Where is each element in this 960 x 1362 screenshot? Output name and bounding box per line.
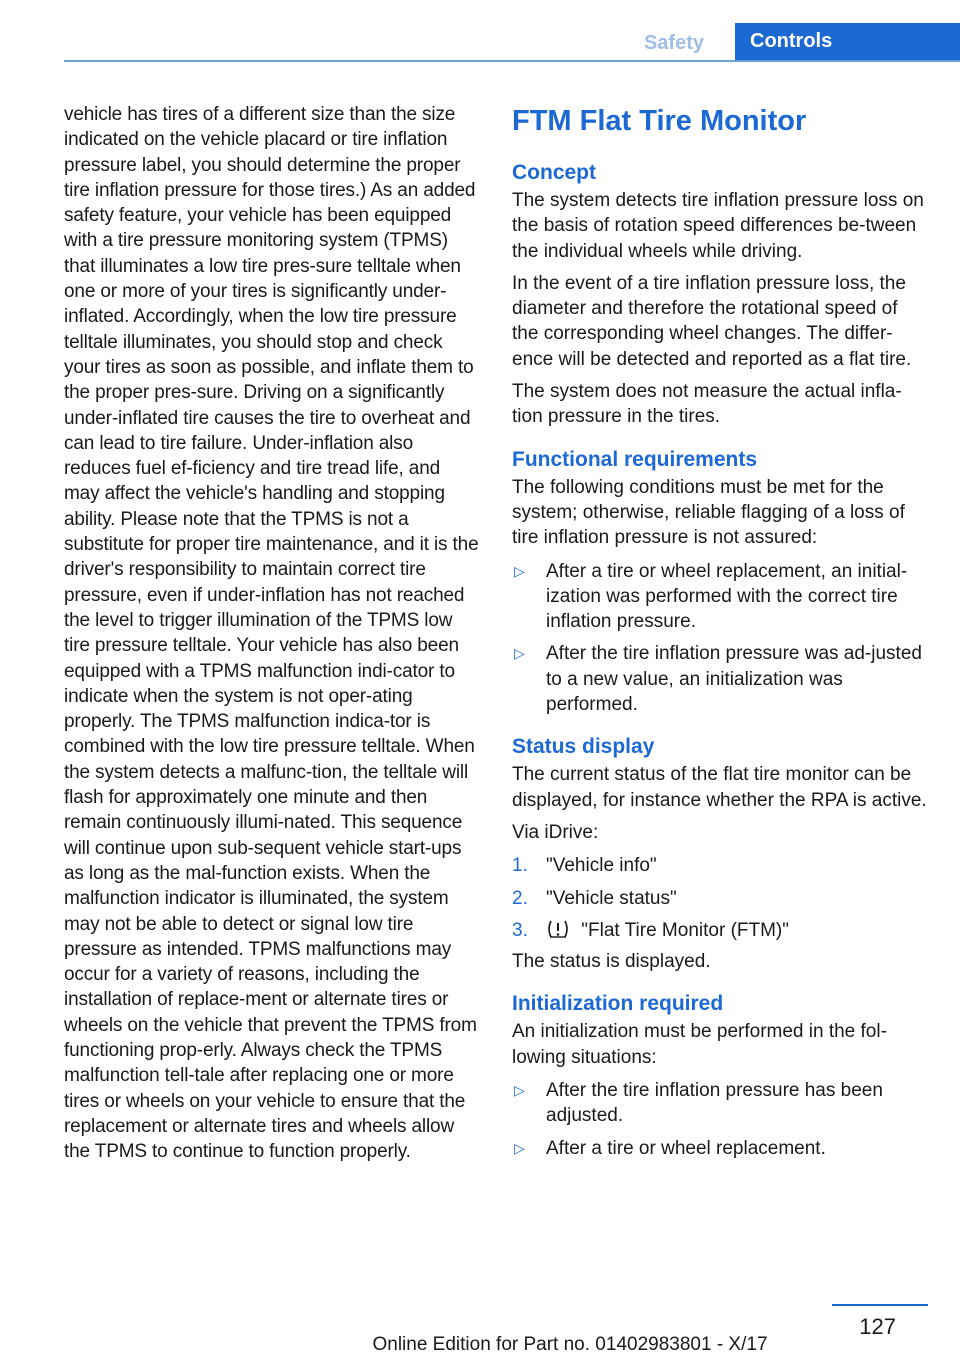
status-heading: Status display: [512, 735, 655, 759]
right-column: [512, 102, 928, 1168]
page-number: 127: [859, 1314, 896, 1339]
concept-p2: In the event of a tire inflation pressure loss, the diameter and therefore the rotational speed of the corresponding wheel changes. The differ‐ence will be detected and reported as a flat tire.: [512, 272, 912, 370]
footer-edition: Online Edition for Part no. 01402983801 - X/17: [372, 1334, 768, 1355]
list-item: ▷ After the tire inflation pressure has been adjusted.: [514, 1080, 883, 1127]
header-rule: [64, 60, 960, 62]
init-list: [512, 1078, 928, 1161]
concept-p1: The system detects tire inflation pressure loss on the basis of rotation speed differences be‐tween the individual wheels while driving.: [512, 190, 924, 262]
functional-list: [512, 559, 928, 718]
functional-intro: The following conditions must be met for the system; otherwise, reliable flagging of a loss of tire inflation pressure is not assured:: [512, 476, 905, 549]
tab-controls: Controls: [735, 23, 960, 60]
list-item: 3. "Flat Tire Monitor (FTM)": [512, 918, 928, 946]
tpms-paragraph: vehicle has tires of a different size than the size indicated on the vehicle placard or tire inflation pressure label, you should determine the proper tire inflation pressure for those tires.) As an added safety feature, your vehicle has been equipped with a tire pressure monitoring system (TPMS) that illuminates a low tire pres‐sure telltale when one or more of your tires is significantly under-inflated. Accordingly, when the low tire pressure telltale illuminates, you should stop and check your tires as soon as possible, and inflate them to the proper pres‐sure. Driving on a significantly under-inflated tire causes the tire to overheat and can lead to tire failure. Under-inflation also reduces fuel ef‐ficiency and tire tread life, and may affect the vehicle's handling and stopping ability. Please note that the TPMS is not a substitute for proper tire maintenance, and it is the driver's responsibility to maintain correct tire pressure, even if under-inflation has not reached the level to trigger illumination of the TPMS low tire pressure telltale. Your vehicle has also been equipped with a TPMS malfunction indi‐cator to indicate when the system is not oper‐ating properly. The TPMS malfunction indica‐tor is combined with the low tire pressure telltale. When the system detects a malfunc‐tion, the telltale will flash for approximately one minute and then remain continuously illumi‐nated. This sequence will continue upon sub‐sequent vehicle start-ups as long as the mal‐function exists. When the malfunction indicator is illuminated, the system may not be able to detect or signal low tire pressure as intended. TPMS malfunctions may occur for a variety of reasons, including the installation of replace‐ment or alternate tires or wheels on the vehicle that prevent the TPMS from functioning prop‐erly. Always check the TPMS malfunction tell‐tale after replacing one or more tires or wheels on your vehicle to ensure that the replacement or alternate tires and wheels allow the TPMS to continue to function properly.: [64, 104, 479, 1163]
list-item: ▷ After the tire inflation pressure was ad‐justed to a new value, an initialization was performed.: [514, 643, 922, 716]
list-item: 1. "Vehicle info": [512, 855, 657, 877]
list-item: ▷ After a tire or wheel replacement.: [512, 1136, 928, 1161]
list-item: ▷ After a tire or wheel replacement, an initial‐ization was performed with the correct tire inflation pressure.: [514, 560, 908, 633]
concept-heading: Concept: [512, 161, 596, 184]
flat-tire-warning-icon: [546, 919, 570, 946]
init-heading: Initialization required: [512, 992, 724, 1016]
status-intro: The current status of the flat tire monitor can be displayed, for instance whether the RPA is active.: [512, 764, 927, 811]
section-title: FTM Flat Tire Monitor: [512, 105, 807, 137]
init-intro: An initialization must be performed in the fol‐lowing situations:: [512, 1021, 887, 1068]
triangle-bullet-icon: ▷: [514, 1082, 525, 1099]
concept-p3: The system does not measure the actual infla‐tion pressure in the tires.: [512, 381, 902, 428]
page-header: [0, 23, 960, 63]
triangle-bullet-icon: ▷: [514, 562, 525, 579]
triangle-bullet-icon: ▷: [514, 1139, 525, 1156]
status-steps: [512, 853, 928, 946]
tab-safety: Safety: [643, 32, 704, 54]
functional-heading: Functional requirements: [512, 447, 758, 471]
triangle-bullet-icon: ▷: [514, 645, 525, 662]
status-via: Via iDrive:: [512, 821, 599, 843]
list-item: 2. "Vehicle status": [512, 887, 677, 909]
left-column: [64, 102, 480, 1164]
page-number-rule: [832, 1304, 928, 1306]
status-result: The status is displayed.: [512, 951, 711, 973]
